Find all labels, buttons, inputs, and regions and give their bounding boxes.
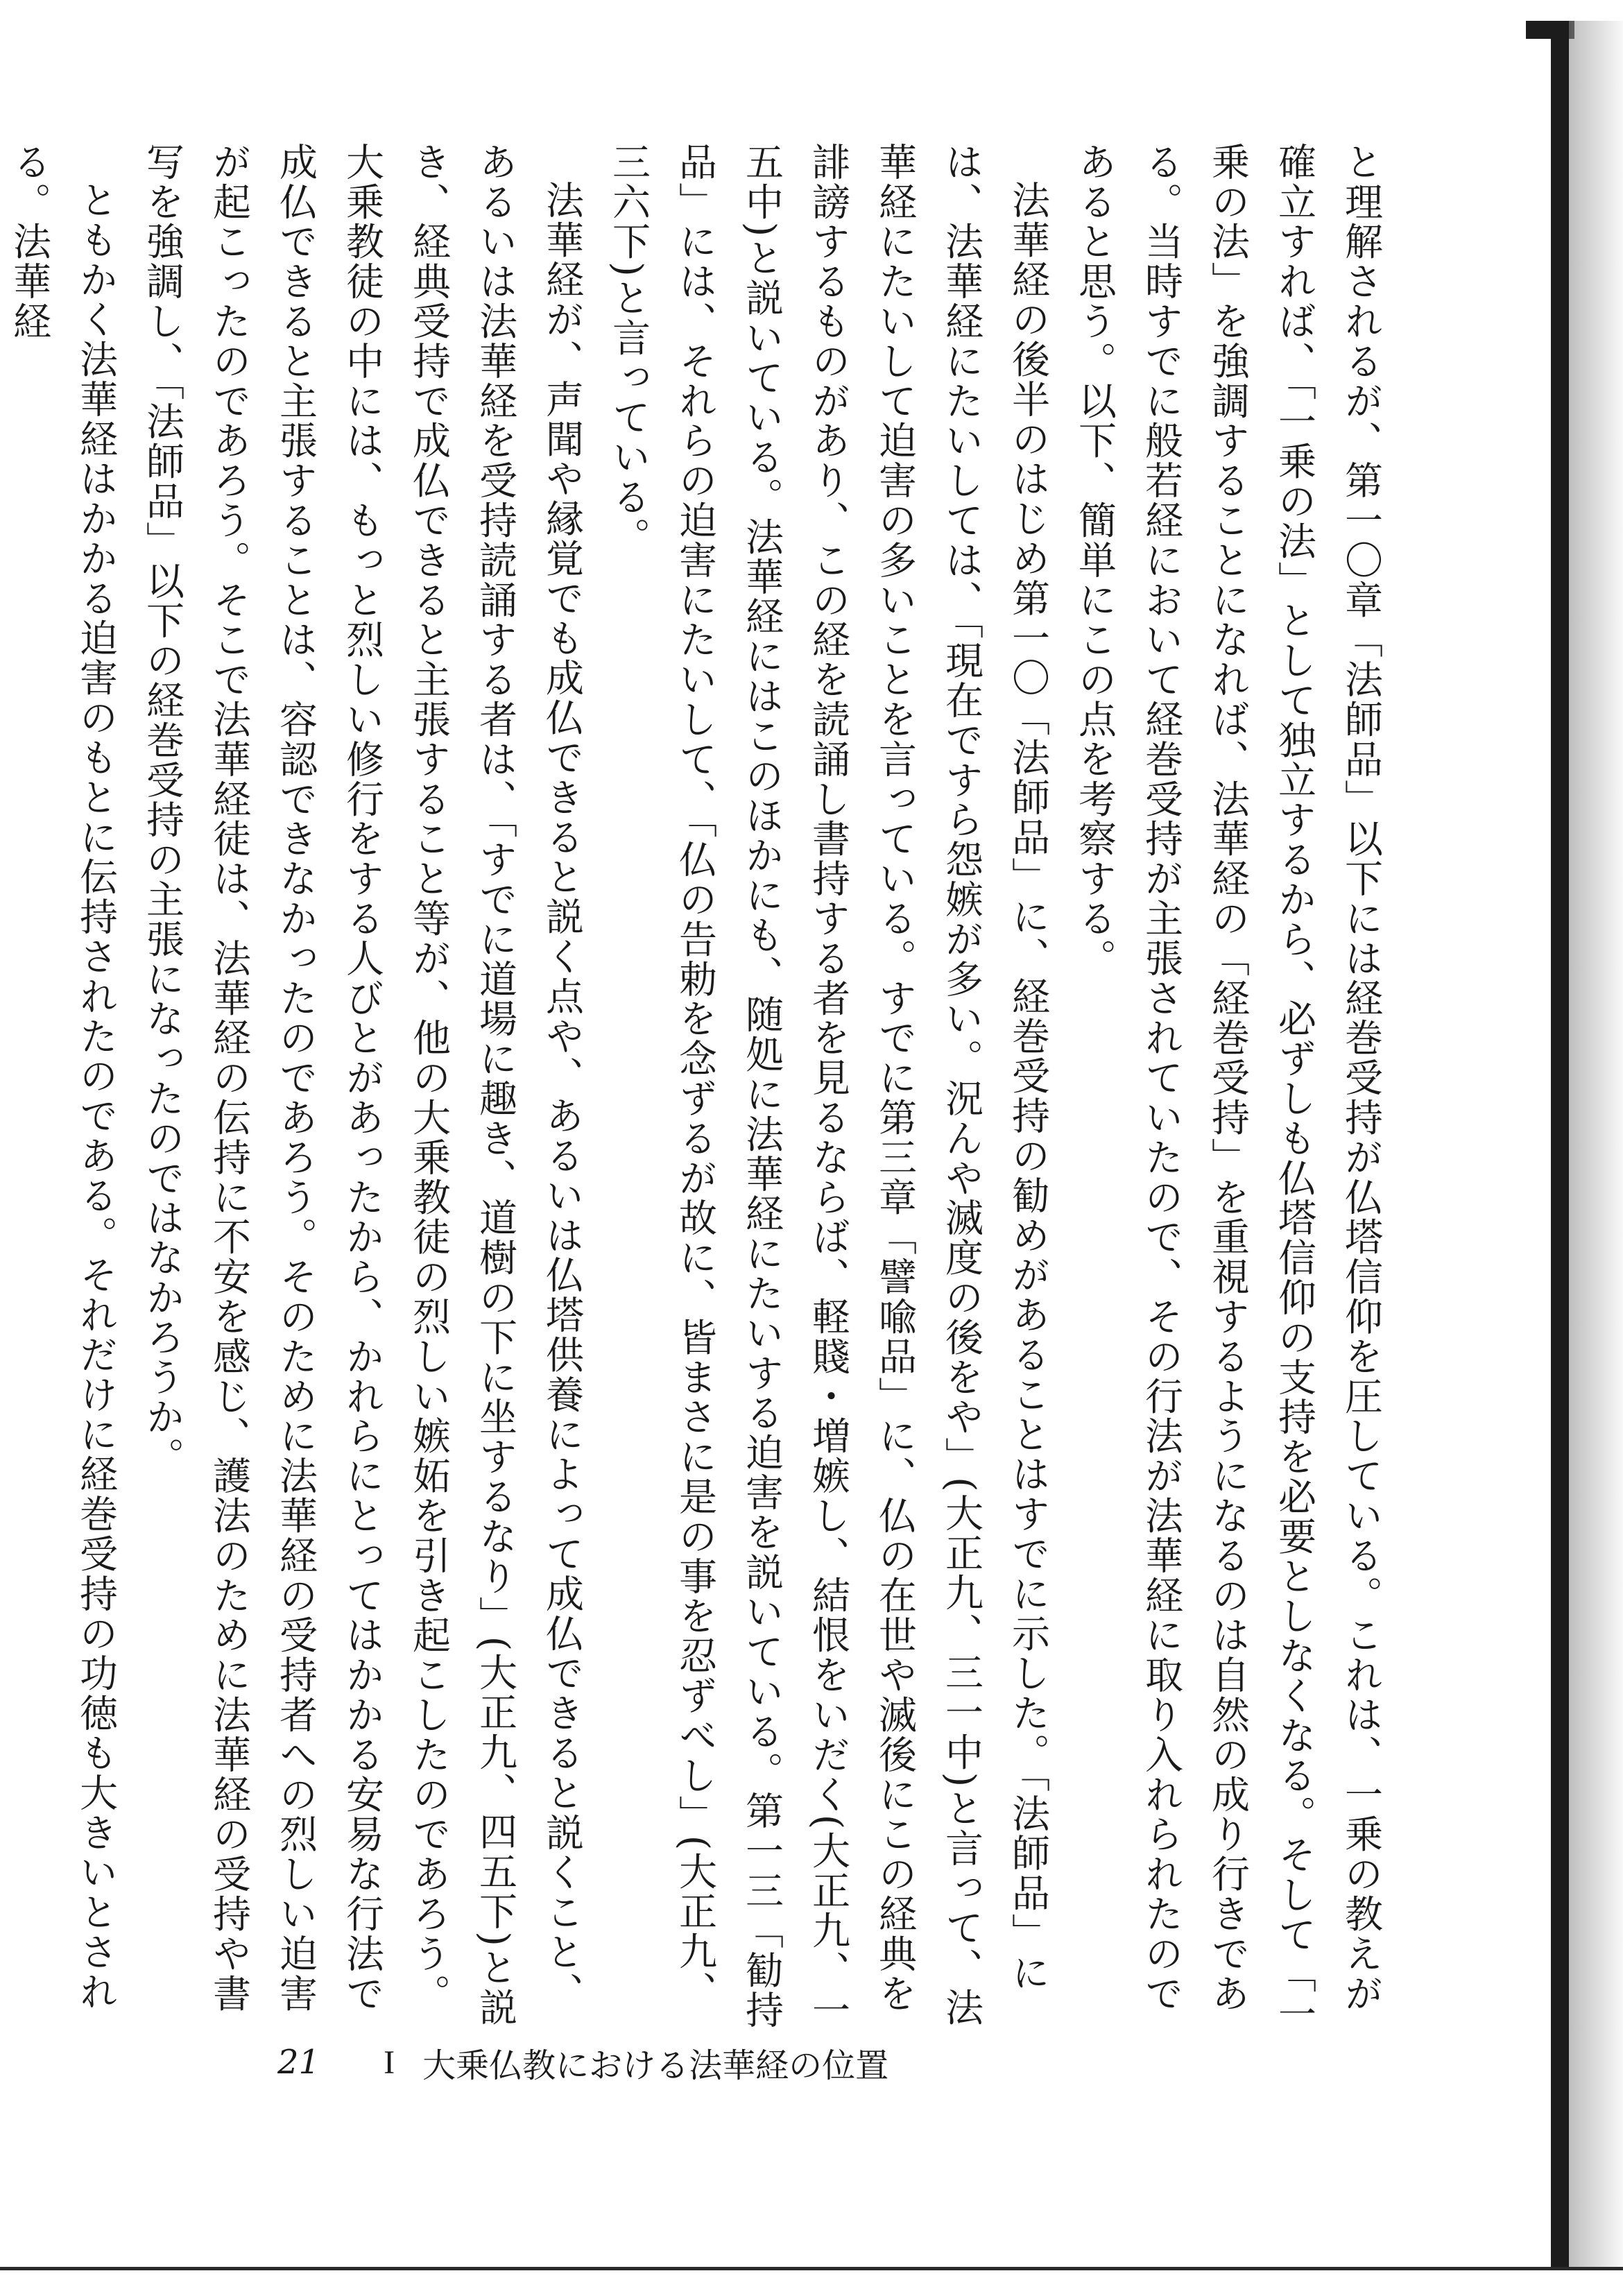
page-footer	[277, 2038, 888, 2087]
page-binding-edge	[1551, 21, 1569, 2268]
chapter-numeral: I	[384, 2044, 395, 2081]
body-text	[7, 142, 1394, 2050]
paragraph: ともかく法華経はかかる迫害のもとに伝持されたのである。それだけに経巻受持の功徳も大きいとされる。法華経	[7, 142, 118, 2012]
paragraph: 法華経が、声聞や縁覚でも成仏できると説く点や、あるいは仏塔供養によって成仏できると説くこと、あるいは法華経を受持読誦する者は、「すでに道場に趣き、道樹の下に坐するなり」(大正九、四五下)と説き、経典受持で成仏できると主張すること等が、他の大乗教徒の烈しい嫉妬を引き起こしたのであろう。大乗教徒の中には、もっと烈しい修行をする人びとがあったから、かれらにとってはかかる安易な行法で成仏できると主張することは、容認できなかったのであろう。そのために法華経の受持者への烈しい迫害が起こったのであろう。そこで法華経徒は、法華経の伝持に不安を感じ、護法のために法華経の受持や書写を強調し、「法師品」以下の経巻受持の主張になったのではなかろうか。	[140, 142, 584, 2028]
page-gutter-shadow	[1569, 21, 1623, 2268]
paragraph: と理解されるが、第一〇章「法師品」以下には経巻受持が仏塔信仰を圧している。これは、一乗の教えが確立すれば、「一乗の法」として独立するから、必ずしも仏塔信仰の支持を必要としなくなる。そして「一乗の法」を強調することになれば、法華経の「経巻受持」を重視するようになるのは自然の成り行きである。当時すでに般若経において経巻受持が主張されていたので、その行法が法華経に取り入れられたのであると思う。以下、簡単にこの点を考察する。	[1072, 142, 1383, 2034]
page-bottom-edge	[0, 2267, 1623, 2270]
page-number: 21	[277, 2043, 320, 2082]
paragraph: 法華経の後半のはじめ第一〇「法師品」に、経巻受持の勧めがあることはすでに示した。「法師品」には、法華経にたいしては、「現在ですら怨嫉が多い。況んや滅度の後をや」(大正九、三一中)と言って、法華経にたいして迫害の多いことを言っている。すでに第三章「譬喩品」に、仏の在世や滅後にこの経典を誹謗するものがあり、この経を読誦し書持する者を見るならば、軽賤・増嫉し、結恨をいだく(大正九、一五中)と説いている。法華経にはこのほかにも、随処に法華経にたいする迫害を説いている。第一三「勧持品」には、それらの迫害にたいして、「仏の告勅を念ずるが故に、皆まさに是の事を忍ずべし」(大正九、三六下)と言っている。	[606, 142, 1050, 2030]
chapter-title: 大乗仏教における法華経の位置	[422, 2046, 889, 2085]
